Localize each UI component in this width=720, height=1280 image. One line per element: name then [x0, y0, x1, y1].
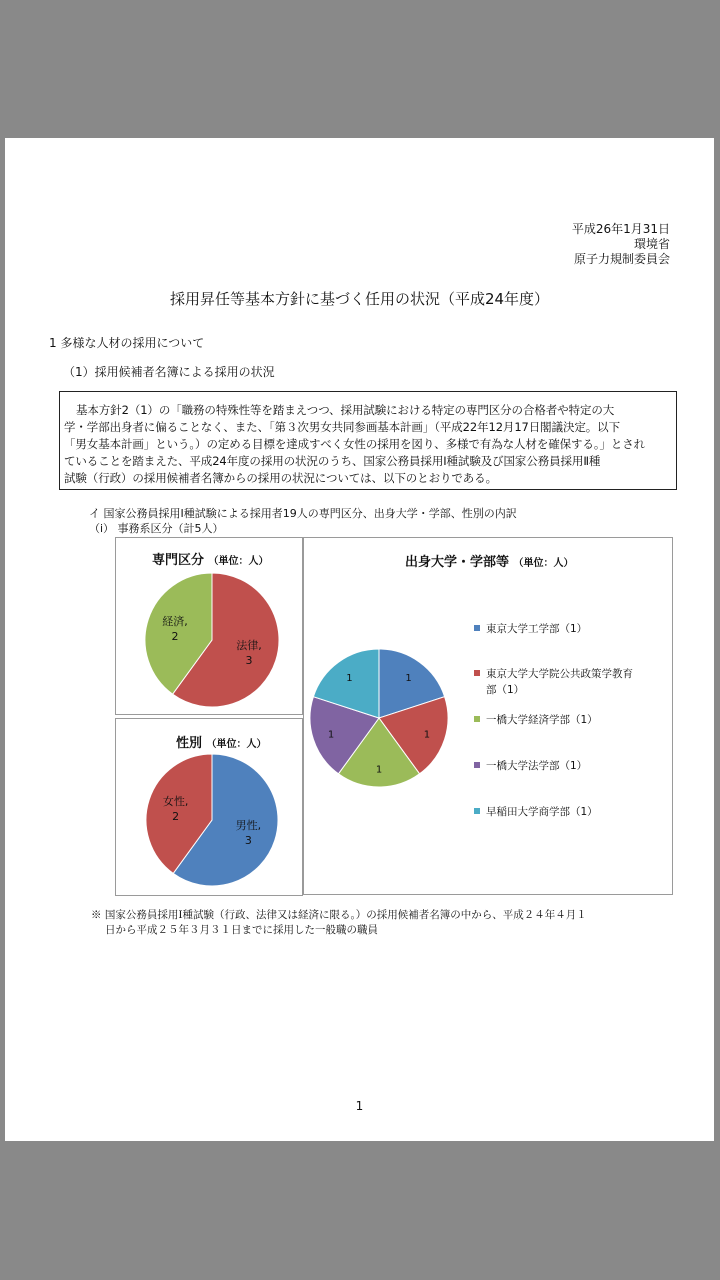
header-org: 原子力規制委員会: [573, 252, 670, 266]
legend-item: [474, 621, 587, 636]
legend-label: 東京大学大学院公共政策学教育: [486, 668, 633, 680]
legend-swatch: [474, 670, 480, 676]
policy-line: 「男女基本計画」という。）の定める目標を達成すべく女性の採用を図り、多様で有為な人材を確保する。」とされ: [64, 437, 646, 451]
policy-box: [59, 391, 677, 490]
policy-line: 学・学部出身者に偏ることなく、また、「第３次男女共同参画基本計画」（平成22年12月17日閣議決定。以下: [64, 420, 620, 434]
slice-value: 1: [405, 673, 412, 685]
page-number: 1: [355, 1099, 364, 1113]
policy-line: 基本方針2（1）の「職務の特殊性等を踏まえつつ、採用試験における特定の専門区分の合格者や特定の大: [76, 403, 615, 417]
header-ministry: 環境省: [633, 237, 670, 251]
pie-chart-gender: [116, 719, 302, 895]
chart-unit: （単位：人）: [206, 739, 267, 750]
chart-panel-gender: [115, 718, 303, 896]
page-title: 採用昇任等基本方針に基づく任用の状況（平成24年度）: [169, 290, 550, 308]
slice-label: 経済,: [162, 614, 188, 628]
legend-item-continuation: [486, 682, 524, 697]
header-date: 平成26年1月31日: [571, 222, 670, 236]
slice-label: 女性,: [162, 795, 189, 809]
legend-item: [474, 712, 598, 727]
slice-value: 3: [244, 833, 252, 847]
item-heading: イ 国家公務員採用Ⅰ種試験による採用者19人の専門区分、出身大学・学部、性別の内訳: [89, 507, 517, 520]
legend-label: 部（1）: [486, 684, 525, 696]
document-page: [5, 138, 714, 1141]
section-heading: 1 多様な人材の採用について: [49, 336, 205, 350]
slice-value: 2: [171, 629, 179, 643]
slice-label: 男性,: [235, 818, 262, 832]
item-subheading: （ⅰ） 事務系区分（計5人）: [89, 522, 224, 535]
chart-unit: （単位：人）: [208, 556, 269, 567]
legend-label: 早稲田大学商学部（1）: [486, 806, 598, 818]
chart-unit: （単位：人）: [513, 558, 574, 569]
legend-item: [474, 758, 587, 773]
chart-title: 出身大学・学部等: [405, 555, 510, 570]
subsection-heading: （1）採用候補者名簿による採用の状況: [63, 365, 275, 379]
policy-line: ていることを踏まえた、平成24年度の採用の状況のうち、国家公務員採用Ⅰ種試験及び国家公務員採用Ⅱ種: [64, 454, 601, 468]
footnote-continued: 日から平成２５年３月３１日までに採用した一般職の職員: [105, 924, 378, 936]
legend-swatch: [474, 808, 480, 814]
chart-panel-university: [303, 537, 673, 895]
legend-label: 一橋大学経済学部（1）: [486, 714, 598, 726]
slice-value: 1: [327, 729, 335, 741]
legend-item: [474, 804, 598, 819]
legend-swatch: [474, 716, 480, 722]
slice-value: 1: [375, 764, 383, 776]
chart-title: 専門区分: [152, 553, 205, 568]
footnote: ※ 国家公務員採用Ⅰ種試験（行政、法律又は経済に限る。）の採用候補者名簿の中から、平成２４年４月１: [91, 909, 587, 921]
policy-line: 試験（行政）の採用候補者名簿からの採用の状況については、以下のとおりである。: [64, 471, 497, 485]
slice-value: 2: [172, 810, 180, 824]
chart-panel-specialty: [115, 537, 303, 715]
slice-value: 1: [423, 729, 431, 741]
slice-label: 法律,: [236, 639, 262, 653]
legend-item: [474, 666, 633, 681]
slice-value: 1: [346, 673, 353, 685]
pie-chart-specialty: [116, 538, 302, 714]
legend-swatch: [474, 762, 480, 768]
legend-label: 東京大学工学部（1）: [486, 623, 588, 635]
legend-label: 一橋大学法学部（1）: [486, 760, 588, 772]
slice-value: 3: [245, 654, 253, 668]
chart-title: 性別: [176, 736, 203, 751]
legend-swatch: [474, 625, 480, 631]
